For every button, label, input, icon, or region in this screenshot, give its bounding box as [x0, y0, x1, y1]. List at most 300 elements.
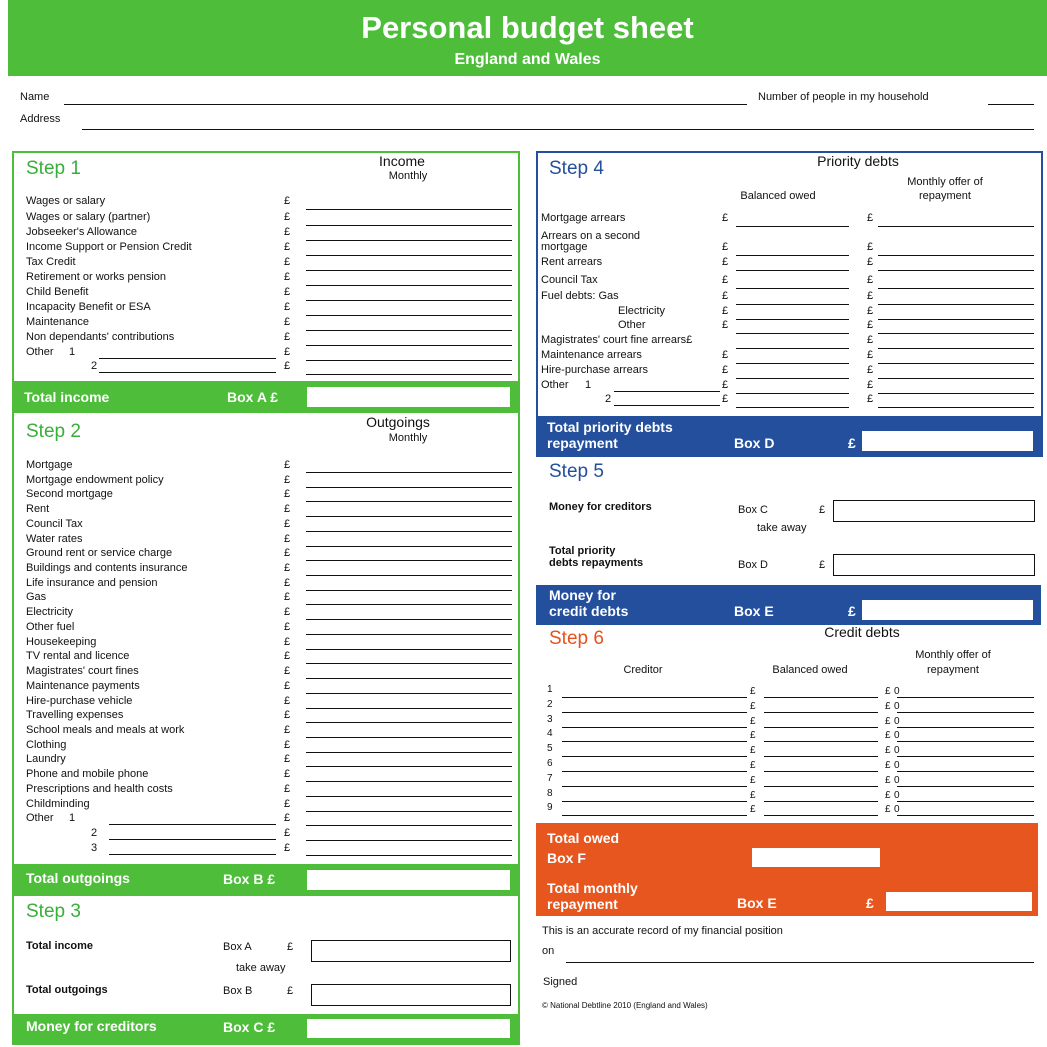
- priority-balance-pound: £: [722, 241, 729, 253]
- record-statement: This is an accurate record of my financial position: [542, 925, 783, 937]
- outgoing-amount-field[interactable]: [306, 516, 512, 517]
- priority-debts-title: Priority debts: [817, 153, 899, 169]
- outgoing-amount-field[interactable]: [306, 708, 512, 709]
- outgoing-pound: £: [284, 488, 291, 500]
- income-other-name-field[interactable]: [99, 358, 276, 359]
- credit-offer-pound: £: [885, 716, 891, 727]
- credit-offer-field[interactable]: [897, 801, 1034, 802]
- step5-box-c: Box C: [738, 504, 768, 516]
- outgoing-amount-field[interactable]: [306, 546, 512, 547]
- credit-creditor-field[interactable]: [562, 771, 747, 772]
- copyright: © National Debtline 2010 (England and Wales): [542, 1001, 708, 1010]
- credit-balance-pound: £: [750, 745, 756, 756]
- outgoing-item-label: Council Tax: [26, 518, 83, 530]
- step5-pound-d: £: [819, 559, 826, 571]
- priority-balance-field[interactable]: [736, 270, 849, 271]
- outgoing-item-label: Hire-purchase vehicle: [26, 695, 133, 707]
- address-field[interactable]: [82, 129, 1034, 130]
- priority-balance-field[interactable]: [736, 255, 849, 256]
- priority-balance-field[interactable]: [736, 378, 849, 379]
- household-field[interactable]: [988, 104, 1034, 105]
- outgoing-item-label: Housekeeping: [26, 636, 97, 648]
- outgoing-item-label: Childminding: [26, 798, 90, 810]
- money-for-creditors-label: Money for creditors: [26, 1018, 157, 1034]
- income-item-label: Retirement or works pension: [26, 271, 167, 283]
- credit-offer-value: 0: [894, 701, 900, 712]
- priority-offer-pound: £: [867, 290, 874, 302]
- priority-balance-pound: £: [722, 349, 729, 361]
- income-amount-field[interactable]: [306, 270, 512, 271]
- priority-item-label: mortgage: [541, 241, 588, 253]
- outgoing-amount-field[interactable]: [306, 825, 512, 826]
- outgoing-amount-field[interactable]: [306, 663, 512, 664]
- box-b-label: Box B £: [223, 871, 276, 887]
- income-item-label: Tax Credit: [26, 256, 76, 268]
- priority-offer-header-1: Monthly offer of: [907, 176, 983, 188]
- outgoing-amount-field[interactable]: [306, 487, 512, 488]
- step5-box-c-field[interactable]: [833, 500, 1035, 522]
- step3-take-away: take away: [236, 962, 286, 974]
- step5-pound-c: £: [819, 504, 826, 516]
- household-label: Number of people in my household: [758, 91, 929, 103]
- outgoing-amount-field[interactable]: [306, 575, 512, 576]
- credit-offer-pound: £: [885, 701, 891, 712]
- credit-creditor-field[interactable]: [562, 697, 747, 698]
- income-pound: £: [284, 316, 291, 328]
- outgoing-item-label: Water rates: [26, 533, 83, 545]
- outgoing-amount-field[interactable]: [306, 634, 512, 635]
- name-label: Name: [20, 91, 50, 103]
- date-field[interactable]: [566, 962, 1034, 963]
- outgoing-item-label: 2: [91, 827, 98, 839]
- step5-tp-1: Total priority: [549, 545, 616, 557]
- box-e-pound: £: [848, 603, 856, 619]
- outgoing-amount-field[interactable]: [306, 737, 512, 738]
- priority-offer-field[interactable]: [878, 348, 1034, 349]
- step3-box-b-field[interactable]: [311, 984, 511, 1006]
- outgoing-item-label: Rent: [26, 503, 50, 515]
- income-amount-field[interactable]: [306, 315, 512, 316]
- outgoing-item-label: Buildings and contents insurance: [26, 562, 188, 574]
- credit-offer-field[interactable]: [897, 741, 1034, 742]
- priority-balance-field[interactable]: [736, 393, 849, 394]
- priority-offer-field[interactable]: [878, 304, 1034, 305]
- income-amount-field[interactable]: [306, 240, 512, 241]
- outgoing-item-label: Clothing: [26, 739, 67, 751]
- step5-take-away: take away: [757, 522, 807, 534]
- outgoing-pound: £: [284, 518, 291, 530]
- outgoing-amount-field[interactable]: [306, 678, 512, 679]
- box-e-label: Box E: [734, 603, 774, 619]
- priority-offer-field[interactable]: [878, 363, 1034, 364]
- on-label: on: [542, 945, 555, 957]
- outgoing-item-label: Mortgage: [26, 459, 73, 471]
- income-monthly: Monthly: [388, 170, 428, 182]
- credit-offer-value: 0: [894, 745, 900, 756]
- step1-label: Step 1: [26, 158, 81, 179]
- outgoing-pound: £: [284, 621, 291, 633]
- income-amount-field[interactable]: [306, 330, 512, 331]
- outgoing-amount-field[interactable]: [306, 619, 512, 620]
- outgoing-item-label: Maintenance payments: [26, 680, 140, 692]
- income-other-name-field[interactable]: [99, 372, 276, 373]
- priority-offer-field[interactable]: [878, 378, 1034, 379]
- step6-label: Step 6: [549, 628, 604, 649]
- priority-offer-pound: £: [867, 212, 874, 224]
- income-amount-field[interactable]: [306, 360, 512, 361]
- credit-debts-bar: [536, 585, 1041, 625]
- credit-offer-field[interactable]: [897, 712, 1034, 713]
- priority-balance-field[interactable]: [736, 333, 849, 334]
- credit-offer-header-1: Monthly offer of: [915, 649, 991, 661]
- credit-balance-field[interactable]: [764, 801, 878, 802]
- income-pound: £: [284, 195, 291, 207]
- income-pound: £: [284, 256, 291, 268]
- priority-offer-pound: £: [867, 379, 874, 391]
- step5-money-label: Money for creditors: [549, 501, 652, 513]
- credit-row-num: 7: [547, 773, 553, 784]
- outgoing-amount-field[interactable]: [306, 590, 512, 591]
- priority-other-name-field[interactable]: [614, 391, 720, 392]
- income-amount-field[interactable]: [306, 255, 512, 256]
- priority-balance-pound: £: [722, 393, 729, 405]
- outgoing-pound: £: [284, 827, 291, 839]
- outgoing-other-name-field[interactable]: [109, 839, 276, 840]
- outgoing-item-label: Prescriptions and health costs: [26, 783, 173, 795]
- header-banner: [8, 0, 1047, 76]
- outgoing-pound: £: [284, 636, 291, 648]
- income-item-label: Jobseeker's Allowance: [26, 226, 137, 238]
- priority-balance-field[interactable]: [736, 348, 849, 349]
- step5-box-d-field[interactable]: [833, 554, 1035, 576]
- page-subtitle: England and Wales: [454, 51, 601, 68]
- priority-balance-header: Balanced owed: [740, 190, 816, 202]
- priority-offer-field[interactable]: [878, 319, 1034, 320]
- credit-balance-pound: £: [750, 701, 756, 712]
- priority-offer-pound: £: [867, 364, 874, 376]
- credit-row-num: 9: [547, 802, 553, 813]
- priority-offer-pound: £: [867, 334, 874, 346]
- outgoing-pound: £: [284, 650, 291, 662]
- income-amount-field[interactable]: [306, 374, 512, 375]
- outgoing-item-label: Ground rent or service charge: [26, 547, 173, 559]
- total-outgoings-bar: [12, 864, 520, 896]
- credit-balance-pound: £: [750, 804, 756, 815]
- credit-creditor-field[interactable]: [562, 801, 747, 802]
- priority-balance-pound: £: [722, 364, 729, 376]
- step4-label: Step 4: [549, 158, 604, 179]
- priority-offer-pound: £: [867, 393, 874, 405]
- credit-offer-field[interactable]: [897, 697, 1034, 698]
- outgoing-pound: £: [284, 474, 291, 486]
- outgoing-item-label: Other fuel: [26, 621, 75, 633]
- income-amount-field[interactable]: [306, 209, 512, 210]
- credit-balance-field[interactable]: [764, 697, 878, 698]
- box-d-label: Box D: [734, 435, 775, 451]
- priority-offer-field[interactable]: [878, 226, 1034, 227]
- outgoing-item-label: TV rental and licence: [26, 650, 130, 662]
- credit-offer-field[interactable]: [897, 786, 1034, 787]
- priority-item-label: 2: [605, 393, 612, 405]
- credit-debts-label-1: Money for: [549, 587, 616, 603]
- name-field[interactable]: [64, 104, 747, 105]
- outgoing-pound: £: [284, 768, 291, 780]
- credit-debts-label-2: credit debts: [549, 603, 629, 619]
- priority-offer-pound: £: [867, 256, 874, 268]
- priority-offer-field[interactable]: [878, 393, 1034, 394]
- box-d-pound: £: [848, 435, 856, 451]
- priority-offer-field[interactable]: [878, 333, 1034, 334]
- priority-offer-field[interactable]: [878, 270, 1034, 271]
- priority-offer-pound: £: [867, 319, 874, 331]
- outgoing-other-num: 1: [69, 812, 76, 824]
- outgoing-pound: £: [284, 503, 291, 515]
- priority-balance-pound: £: [722, 290, 729, 302]
- total-priority-label-2: repayment: [547, 435, 618, 451]
- credit-offer-value: 0: [894, 775, 900, 786]
- outgoing-item-label: 3: [91, 842, 98, 854]
- outgoings-title: Outgoings: [366, 414, 430, 430]
- income-item-label: Wages or salary: [26, 195, 106, 207]
- priority-other-num: 1: [585, 379, 592, 391]
- outgoing-amount-field[interactable]: [306, 560, 512, 561]
- priority-offer-pound: £: [867, 274, 874, 286]
- priority-offer-field[interactable]: [878, 255, 1034, 256]
- priority-item-label: Other: [618, 319, 646, 331]
- credit-offer-value: 0: [894, 686, 900, 697]
- outgoing-item-label: Mortgage endowment policy: [26, 474, 164, 486]
- outgoing-pound: £: [284, 798, 291, 810]
- credit-offer-field[interactable]: [897, 815, 1034, 816]
- priority-balance-pound: £: [722, 256, 729, 268]
- credit-row-num: 8: [547, 788, 553, 799]
- credit-balance-field[interactable]: [764, 727, 878, 728]
- credit-offer-value: 0: [894, 760, 900, 771]
- step3-label: Step 3: [26, 901, 81, 922]
- outgoing-amount-field[interactable]: [306, 811, 512, 812]
- outgoing-pound: £: [284, 695, 291, 707]
- step3-box-a-field[interactable]: [311, 940, 511, 962]
- credit-offer-value: 0: [894, 804, 900, 815]
- box-a-field[interactable]: [307, 387, 510, 407]
- credit-creditor-field[interactable]: [562, 786, 747, 787]
- outgoing-pound: £: [284, 665, 291, 677]
- outgoing-amount-field[interactable]: [306, 840, 512, 841]
- step3-pound-a: £: [287, 941, 294, 953]
- outgoing-item-label: Laundry: [26, 753, 66, 765]
- step5-tp-2: debts repayments: [549, 557, 644, 569]
- priority-balance-field[interactable]: [736, 407, 849, 408]
- income-pound: £: [284, 331, 291, 343]
- outgoing-pound: £: [284, 709, 291, 721]
- outgoing-item-label: Second mortgage: [26, 488, 113, 500]
- outgoing-pound: £: [284, 724, 291, 736]
- income-item-label: Other: [26, 346, 54, 358]
- signed-label: Signed: [543, 976, 578, 988]
- credit-creditor-field[interactable]: [562, 727, 747, 728]
- credit-balance-pound: £: [750, 730, 756, 741]
- outgoing-item-label: Other: [26, 812, 54, 824]
- outgoing-item-label: Life insurance and pension: [26, 577, 158, 589]
- credit-debts-title: Credit debts: [824, 624, 900, 640]
- credit-offer-field[interactable]: [897, 771, 1034, 772]
- outgoing-amount-field[interactable]: [306, 649, 512, 650]
- outgoing-amount-field[interactable]: [306, 501, 512, 502]
- outgoing-amount-field[interactable]: [306, 752, 512, 753]
- income-amount-field[interactable]: [306, 285, 512, 286]
- outgoings-monthly: Monthly: [388, 432, 428, 444]
- box-e2-field[interactable]: [886, 892, 1032, 911]
- address-label: Address: [20, 113, 61, 125]
- box-e-field[interactable]: [862, 600, 1033, 620]
- income-item-label: 2: [91, 360, 98, 372]
- signature-field[interactable]: [586, 988, 1034, 989]
- credit-creditor-field[interactable]: [562, 741, 747, 742]
- priority-item-label: Mortgage arrears: [541, 212, 626, 224]
- priority-item-label: Arrears on a second: [541, 230, 641, 242]
- credit-balance-pound: £: [750, 790, 756, 801]
- outgoing-amount-field[interactable]: [306, 604, 512, 605]
- priority-balance-field[interactable]: [736, 288, 849, 289]
- credit-balance-field[interactable]: [764, 786, 878, 787]
- total-income-label: Total income: [24, 389, 110, 405]
- credit-offer-pound: £: [885, 804, 891, 815]
- outgoing-pound: £: [284, 577, 291, 589]
- credit-balance-field[interactable]: [764, 815, 878, 816]
- credit-offer-field[interactable]: [897, 727, 1034, 728]
- step3-pound-b: £: [287, 985, 294, 997]
- step3-total-outgoings: Total outgoings: [26, 984, 108, 996]
- outgoing-item-label: Electricity: [26, 606, 74, 618]
- box-b-field[interactable]: [307, 870, 510, 890]
- box-d-field[interactable]: [862, 431, 1033, 451]
- box-c-label: Box C £: [223, 1019, 276, 1035]
- box-c-field[interactable]: [307, 1019, 510, 1038]
- income-item-label: Income Support or Pension Credit: [26, 241, 192, 253]
- outgoing-amount-field[interactable]: [306, 722, 512, 723]
- priority-offer-pound: £: [867, 305, 874, 317]
- credit-offer-pound: £: [885, 686, 891, 697]
- income-pound: £: [284, 286, 291, 298]
- priority-item-label: Hire-purchase arrears: [541, 364, 648, 376]
- credit-offer-pound: £: [885, 775, 891, 786]
- outgoing-pound: £: [284, 562, 291, 574]
- priority-item-label: Magistrates' court fine arrears£: [541, 334, 693, 346]
- outgoing-pound: £: [284, 547, 291, 559]
- box-f-field[interactable]: [752, 848, 880, 867]
- income-amount-field[interactable]: [306, 225, 512, 226]
- priority-offer-pound: £: [867, 349, 874, 361]
- credit-balance-field[interactable]: [764, 741, 878, 742]
- outgoing-item-label: School meals and meals at work: [26, 724, 185, 736]
- credit-balance-pound: £: [750, 775, 756, 786]
- step5-label: Step 5: [549, 461, 604, 482]
- outgoing-pound: £: [284, 680, 291, 692]
- page-title: Personal budget sheet: [361, 10, 694, 45]
- outgoing-pound: £: [284, 812, 291, 824]
- priority-balance-field[interactable]: [736, 226, 849, 227]
- income-pound: £: [284, 271, 291, 283]
- priority-balance-field[interactable]: [736, 304, 849, 305]
- priority-balance-field[interactable]: [736, 363, 849, 364]
- income-item-label: Non dependants' contributions: [26, 331, 175, 343]
- credit-creditor-field[interactable]: [562, 756, 747, 757]
- outgoing-amount-field[interactable]: [306, 693, 512, 694]
- priority-balance-pound: £: [722, 212, 729, 224]
- outgoing-pound: £: [284, 842, 291, 854]
- priority-balance-pound: £: [722, 319, 729, 331]
- credit-balance-field[interactable]: [764, 756, 878, 757]
- credit-row-num: 2: [547, 699, 553, 710]
- priority-offer-field[interactable]: [878, 288, 1034, 289]
- outgoing-pound: £: [284, 591, 291, 603]
- priority-offer-pound: £: [867, 241, 874, 253]
- priority-balance-field[interactable]: [736, 319, 849, 320]
- outgoing-amount-field[interactable]: [306, 855, 512, 856]
- income-title: Income: [379, 153, 425, 169]
- credit-offer-field[interactable]: [897, 756, 1034, 757]
- priority-balance-pound: £: [722, 305, 729, 317]
- outgoing-amount-field[interactable]: [306, 796, 512, 797]
- total-monthly-label-2: repayment: [547, 896, 618, 912]
- priority-balance-pound: £: [722, 274, 729, 286]
- credit-offer-value: 0: [894, 716, 900, 727]
- outgoing-pound: £: [284, 533, 291, 545]
- credit-creditor-field[interactable]: [562, 815, 747, 816]
- outgoing-amount-field[interactable]: [306, 531, 512, 532]
- credit-row-num: 1: [547, 684, 553, 695]
- outgoing-amount-field[interactable]: [306, 766, 512, 767]
- income-other-num: 1: [69, 346, 76, 358]
- credit-offer-value: 0: [894, 730, 900, 741]
- total-income-bar: [12, 381, 520, 413]
- outgoing-other-name-field[interactable]: [109, 824, 276, 825]
- total-priority-bar: [536, 416, 1041, 456]
- outgoing-item-label: Travelling expenses: [26, 709, 124, 721]
- priority-other-name-field[interactable]: [614, 405, 720, 406]
- credit-balance-header: Balanced owed: [772, 664, 848, 676]
- priority-balance-pound: £: [722, 379, 729, 391]
- outgoing-item-label: Gas: [26, 591, 47, 603]
- income-amount-field[interactable]: [306, 345, 512, 346]
- total-priority-label-1: Total priority debts: [547, 419, 673, 435]
- income-pound: £: [284, 346, 291, 358]
- credit-offer-pound: £: [885, 730, 891, 741]
- outgoing-item-label: Phone and mobile phone: [26, 768, 149, 780]
- outgoing-pound: £: [284, 783, 291, 795]
- credit-balance-pound: £: [750, 760, 756, 771]
- income-item-label: Child Benefit: [26, 286, 89, 298]
- creditor-header: Creditor: [623, 664, 663, 676]
- credit-balance-field[interactable]: [764, 771, 878, 772]
- outgoing-pound: £: [284, 606, 291, 618]
- outgoing-other-name-field[interactable]: [109, 854, 276, 855]
- income-pound: £: [284, 360, 291, 372]
- total-owed-bar: [536, 823, 1038, 916]
- priority-item-label: Council Tax: [541, 274, 598, 286]
- income-amount-field[interactable]: [306, 300, 512, 301]
- credit-creditor-field[interactable]: [562, 712, 747, 713]
- credit-offer-pound: £: [885, 790, 891, 801]
- credit-balance-pound: £: [750, 716, 756, 727]
- outgoing-amount-field[interactable]: [306, 472, 512, 473]
- outgoing-amount-field[interactable]: [306, 781, 512, 782]
- box-a-label: Box A £: [227, 389, 279, 405]
- priority-offer-field[interactable]: [878, 407, 1034, 408]
- outgoing-pound: £: [284, 459, 291, 471]
- step3-total-income: Total income: [26, 940, 94, 952]
- credit-balance-field[interactable]: [764, 712, 878, 713]
